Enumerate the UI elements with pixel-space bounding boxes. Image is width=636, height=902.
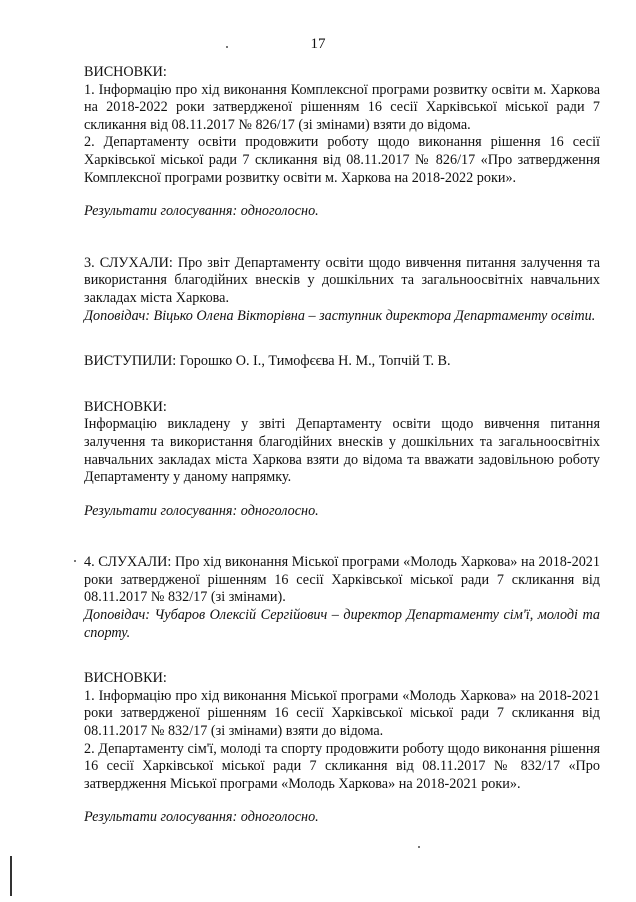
conclusion-1-item-1: 1. Інформацію про хід виконання Комплексної програми розвитку освіти м. Харкова на 2018-2022 роки затвердженої рішенням 16 сесії Харківської міської ради 7 скликання від 08.11.2017 № 826/17 (зі змінами) взяти до відома. xyxy=(84,81,600,133)
spoke-item-3: ВИСТУПИЛИ: Горошко О. І., Тимофєєва Н. М., Топчій Т. В. xyxy=(84,353,451,370)
conclusions-heading-1: ВИСНОВКИ: xyxy=(84,64,167,80)
document-body xyxy=(84,64,600,827)
heard-item-3: 3. СЛУХАЛИ: Про звіт Департаменту освіти щодо вивчення питання залучення та використання благодійних внесків у дошкільних та загальноосвітніх навчальних закладах міста Харкова. xyxy=(84,254,600,306)
heard-item-4: 4. СЛУХАЛИ: Про хід виконання Міської програми «Молодь Харкова» на 2018-2021 роки затвердженої рішенням 16 сесії Харківської міської ради 7 скликання від 08.11.2017 № 832/17 (зі змінами). xyxy=(84,554,600,606)
speaker-item-3: Доповідач: Віцько Олена Вікторівна – заступник директора Департаменту освіти. xyxy=(84,307,596,324)
scan-speck xyxy=(74,560,76,562)
conclusion-3-item-2: 2. Департаменту сім'ї, молоді та спорту продовжити роботу щодо виконання рішення 16 сесії Харківської міської ради 7 скликання від 08.11.2017 № 832/17 «Про затвердження Міської програми «Молодь Харкова» на 2018-2021 роки». xyxy=(84,740,600,792)
conclusion-3-item-1: 1. Інформацію про хід виконання Міської програми «Молодь Харкова» на 2018-2021 роки затвердженої рішенням 16 сесії Харківської міської ради 7 скликання від 08.11.2017 № 832/17 (зі змінами) взяти до відома. xyxy=(84,687,600,740)
voting-results-2: Результати голосування: одноголосно. xyxy=(84,502,319,519)
scan-speck xyxy=(226,46,228,48)
voting-results-1: Результати голосування: одноголосно. xyxy=(84,203,319,220)
page-number: 17 xyxy=(310,36,326,52)
speaker-item-4: Доповідач: Чубаров Олексій Сергійович – директор Департаменту сім'ї, молоді та спорту. xyxy=(84,607,600,641)
voting-results-3: Результати голосування: одноголосно. xyxy=(84,809,319,826)
conclusion-2-item-1: Інформацію викладену у звіті Департаменту освіти щодо вивчення питання залучення та використання благодійних внесків у дошкільних та загальноосвітніх навчальних закладах міста Харкова взяти до відома та вважати задовільною роботу Департаменту у даному напрямку. xyxy=(84,416,600,486)
conclusion-1-item-2: 2. Департаменту освіти продовжити роботу щодо виконання рішення 16 сесії Харківської міської ради 7 скликання від 08.11.2017 № 826/17 «Про затвердження Комплексної програми розвитку освіти м. Харкова на 2018-2022 роки». xyxy=(84,134,600,186)
conclusions-heading-3: ВИСНОВКИ: xyxy=(84,670,167,687)
scan-speck xyxy=(418,846,420,848)
scan-edge-mark xyxy=(10,856,12,896)
conclusions-heading-2: ВИСНОВКИ: xyxy=(84,398,167,415)
